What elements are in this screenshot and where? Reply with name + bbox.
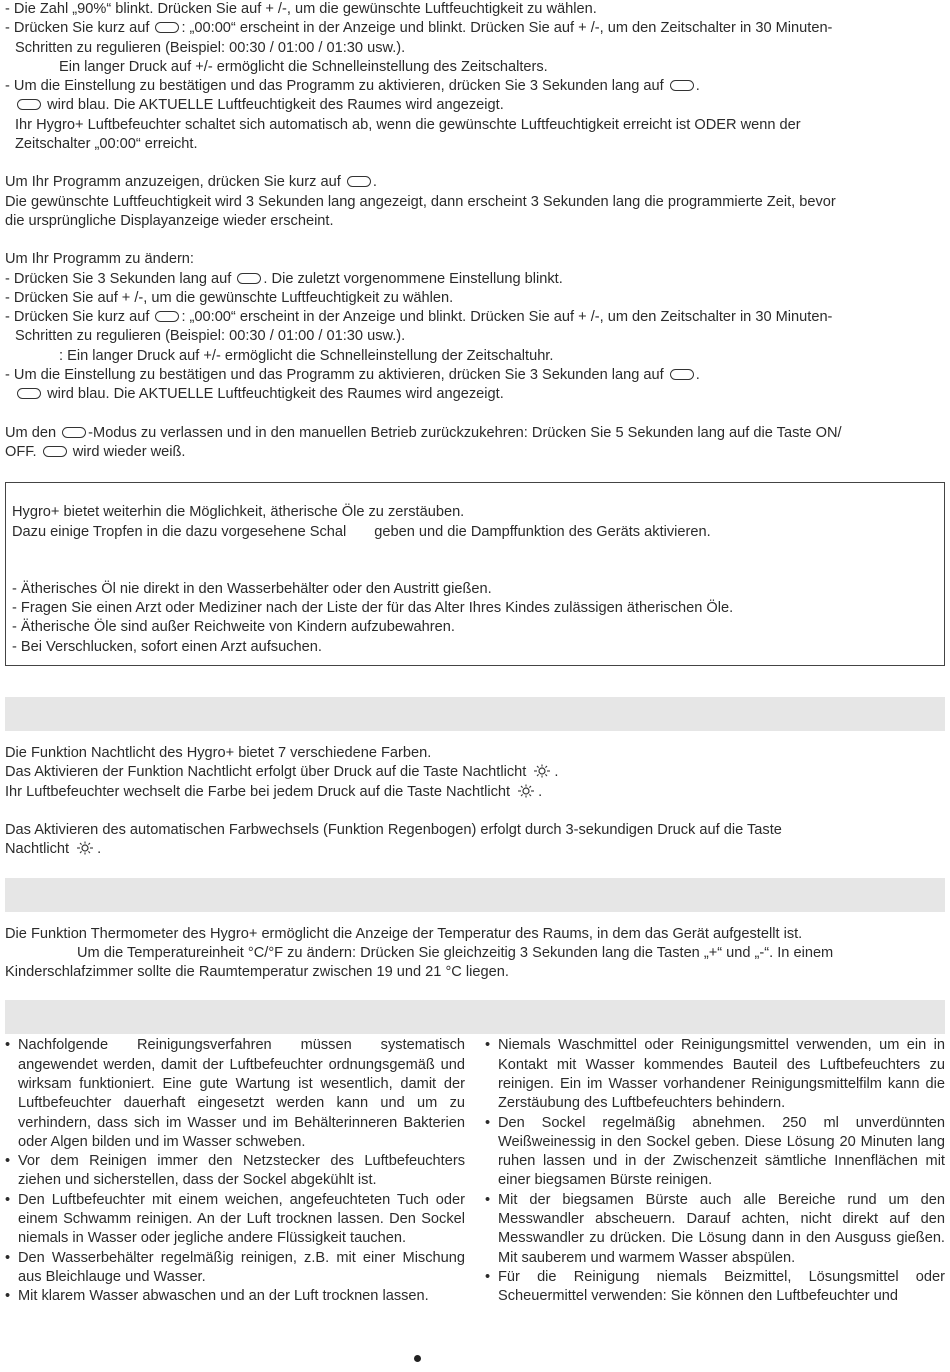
text: Nachtlicht <box>5 841 70 858</box>
essential-oils-box <box>5 482 945 666</box>
text-line <box>5 366 945 385</box>
thermometer-section <box>5 925 945 983</box>
text-line: - Drücken Sie auf + /-, um die gewünschte Luftfeuchtigkeit zu wählen. <box>5 289 454 306</box>
manual-page <box>5 0 945 1307</box>
text: wird blau. Die AKTUELLE Luftfeuchtigkeit des Raumes wird angezeigt. <box>47 97 504 114</box>
text-line <box>5 270 945 289</box>
cleaning-left-column <box>5 1036 465 1306</box>
text-line <box>5 385 945 404</box>
program-button-icon <box>347 176 371 187</box>
page-marker-dot <box>414 1355 421 1362</box>
text-line: Schritten zu regulieren (Beispiel: 00:30 / 01:00 / 01:30 usw.). <box>15 39 406 56</box>
warning-item: - Ätherisches Öl nie direkt in den Wasserbehälter oder den Austritt gießen. <box>12 580 492 597</box>
list-item: • Den Sockel regelmäßig abnehmen. 250 ml unverdünnten Weißweinessig in den Sockel geben. Diese Lösung 20 Minuten lang ruhen lassen und in der Zwischenzeit sämtliche Innenflächen mit einer biegsamen Bürste reinigen. <box>485 1114 945 1191</box>
text: : „00:00“ erscheint in der Anzeige und blinkt. Drücken Sie auf + /-, um den Zeitschalter in 30 Minuten- <box>181 309 833 326</box>
night-light-section <box>5 744 945 859</box>
text-line: die ursprüngliche Displayanzeige wieder erscheint. <box>5 212 334 229</box>
text-line: Hygro+ bietet weiterhin die Möglichkeit, ätherische Öle zu zerstäuben. <box>12 504 465 521</box>
section-header-band <box>5 878 945 912</box>
text-line: Zeitschalter „00:00“ erreicht. <box>15 136 198 153</box>
night-light-icon <box>516 784 536 798</box>
text: - Drücken Sie kurz auf <box>5 309 150 326</box>
list-item: • Niemals Waschmittel oder Reinigungsmittel verwenden, um ein in Kontakt mit Wasser kommendes Bauteil des Luftbefeuchters zu reinigen. Ein im Wasser vorhandener Reinigungsmittelfilm kann die Zerstäubung des Luftbefeuchters behindern. <box>485 1036 945 1113</box>
text: - Drücken Sie 3 Sekunden lang auf <box>5 270 232 287</box>
text: wird blau. Die AKTUELLE Luftfeuchtigkeit des Raumes wird angezeigt. <box>47 386 504 403</box>
text: - Um die Einstellung zu bestätigen und das Programm zu aktivieren, drücken Sie 3 Sekunden lang auf <box>5 78 664 95</box>
text-line <box>5 783 945 802</box>
warning-item: - Fragen Sie einen Arzt oder Mediziner nach der Liste der für das Alter Ihres Kindes zulässigen ätherischen Öle. <box>12 600 734 617</box>
text-line: Die Funktion Nachtlicht des Hygro+ bietet 7 verschiedene Farben. <box>5 745 432 762</box>
program-button-icon <box>670 369 694 380</box>
list-item: • Für die Reinigung niemals Beizmittel, Lösungsmittel oder Scheuermittel verwenden: Sie können den Luftbefeuchter und <box>485 1268 945 1307</box>
text: OFF. <box>5 443 37 460</box>
text-line: Die Funktion Thermometer des Hygro+ ermöglicht die Anzeige der Temperatur des Raums, in dem das Gerät aufgestellt ist. <box>5 925 803 942</box>
text-line: Um die Temperatureinheit °C/°F zu ändern: Drücken Sie gleichzeitig 3 Sekunden lang die Tasten „+“ und „-“. In einem <box>77 944 834 961</box>
text: -Modus zu verlassen und in den manuellen Betrieb zurückzukehren: Drücken Sie 5 Sekunden lang auf die Taste ON/ <box>88 424 842 441</box>
text: . <box>372 174 377 191</box>
intro-section <box>5 0 945 154</box>
list-item: • Den Wasserbehälter regelmäßig reinigen, z.B. mit einer Mischung aus Bleichlauge und Wasser. <box>5 1249 465 1288</box>
text-line: Ein langer Druck auf +/- ermöglicht die Schnelleinstellung des Zeitschalters. <box>59 58 548 75</box>
text: - Um die Einstellung zu bestätigen und das Programm zu aktivieren, drücken Sie 3 Sekunden lang auf <box>5 367 664 384</box>
text-line <box>5 763 945 782</box>
text-line <box>5 19 945 38</box>
text-line <box>5 77 945 96</box>
text-line: - Die Zahl „90%“ blinkt. Drücken Sie auf + /-, um die gewünschte Luftfeuchtigkeit zu wählen. <box>5 1 597 17</box>
program-button-icon <box>155 311 179 322</box>
text-line: Ihr Hygro+ Luftbefeuchter schaltet sich automatisch ab, wenn die gewünschte Luftfeuchtigkeit erreicht ist ODER wenn der <box>15 116 801 133</box>
text-line: : Ein langer Druck auf +/- ermöglicht die Schnelleinstellung der Zeitschaltuhr. <box>59 347 554 364</box>
list-item: • Mit klarem Wasser abwaschen und an der Luft trocknen lassen. <box>5 1287 465 1306</box>
text-line <box>5 443 945 462</box>
list-item: • Den Luftbefeuchter mit einem weichen, angefeuchteten Tuch oder einem Schwamm reinigen. An der Luft trocknen lassen. Den Sockel niemals in Wasser oder jegliche andere Flüssigkeit tauchen. <box>5 1191 465 1249</box>
list-item: • Vor dem Reinigen immer den Netzstecker des Luftbefeuchters ziehen und sicherstellen, dass der Sockel abgekühlt ist. <box>5 1152 465 1191</box>
text-line: Das Aktivieren des automatischen Farbwechsels (Funktion Regenbogen) erfolgt durch 3-sekundigen Druck auf die Taste <box>5 821 782 838</box>
show-program-section <box>5 173 945 231</box>
text: geben und die Dampffunktion des Geräts aktivieren. <box>374 523 711 540</box>
program-button-icon <box>670 80 694 91</box>
text: . <box>695 78 700 95</box>
text-line <box>5 840 945 859</box>
text: . <box>695 367 700 384</box>
night-light-icon <box>532 764 552 778</box>
program-button-icon <box>43 446 67 457</box>
text: . <box>554 764 559 781</box>
text: . <box>97 841 102 858</box>
text: Dazu einige Tropfen in die dazu vorgesehene Schal <box>12 523 347 540</box>
program-button-icon <box>62 427 86 438</box>
program-button-icon <box>237 273 261 284</box>
list-item: • Nachfolgende Reinigungsverfahren müssen systematisch angewendet werden, damit der Luftbefeuchter ordnungsgemäß und wirksam funktioniert. Eine gute Wartung ist wesentlich, damit der Luftbefeuchter dauerhaft eingesetzt werden kann und um zu verhindern, dass sich im Wasser und im Behälterinneren Bakterien oder Algen bilden und im Wasser schweben. <box>5 1036 465 1152</box>
section-header-band <box>5 1000 945 1034</box>
text: wird wieder weiß. <box>72 443 186 460</box>
change-program-section <box>5 250 945 404</box>
text: Um Ihr Programm anzuzeigen, drücken Sie kurz auf <box>5 174 341 191</box>
text: - Drücken Sie kurz auf <box>5 20 150 37</box>
text: Das Aktivieren der Funktion Nachtlicht erfolgt über Druck auf die Taste Nachtlicht <box>5 764 527 781</box>
text-line: Schritten zu regulieren (Beispiel: 00:30 / 01:00 / 01:30 usw.). <box>15 328 406 345</box>
warning-item: - Bei Verschlucken, sofort einen Arzt aufsuchen. <box>12 638 322 655</box>
text-line <box>5 173 945 192</box>
text: : „00:00“ erscheint in der Anzeige und blinkt. Drücken Sie auf + /-, um den Zeitschalter in 30 Minuten- <box>181 20 833 37</box>
text: Ihr Luftbefeuchter wechselt die Farbe bei jedem Druck auf die Taste Nachtlicht <box>5 783 511 800</box>
list-item: • Mit der biegsamen Bürste auch alle Bereiche rund um den Messwandler abscheuern. Darauf achten, nicht direkt auf den Messwandler zu drücken. Die Lösung dann in den Ausguss gießen. Mit sauberem und warmem Wasser abspülen. <box>485 1191 945 1268</box>
text-line <box>5 424 945 443</box>
text-line <box>5 308 945 327</box>
text-line <box>12 523 938 542</box>
text-line: Die gewünschte Luftfeuchtigkeit wird 3 Sekunden lang angezeigt, dann erscheint 3 Sekunden lang die programmierte Zeit, bevor <box>5 193 836 210</box>
text-line: Kinderschlafzimmer sollte die Raumtemperatur zwischen 19 und 21 °C liegen. <box>5 964 509 981</box>
program-button-icon <box>155 22 179 33</box>
text: . Die zuletzt vorgenommene Einstellung blinkt. <box>263 270 563 287</box>
program-button-icon <box>17 99 41 110</box>
section-header-band <box>5 697 945 731</box>
program-button-icon <box>17 388 41 399</box>
exit-mode-section <box>5 424 945 463</box>
text-line <box>5 96 945 115</box>
text: Um den <box>5 424 57 441</box>
night-light-icon <box>75 841 95 855</box>
cleaning-section <box>5 1036 945 1306</box>
section-heading: Um Ihr Programm zu ändern: <box>5 251 194 268</box>
cleaning-right-column <box>485 1036 945 1306</box>
warning-item: - Ätherische Öle sind außer Reichweite von Kindern aufzubewahren. <box>12 619 455 636</box>
text: . <box>538 783 543 800</box>
